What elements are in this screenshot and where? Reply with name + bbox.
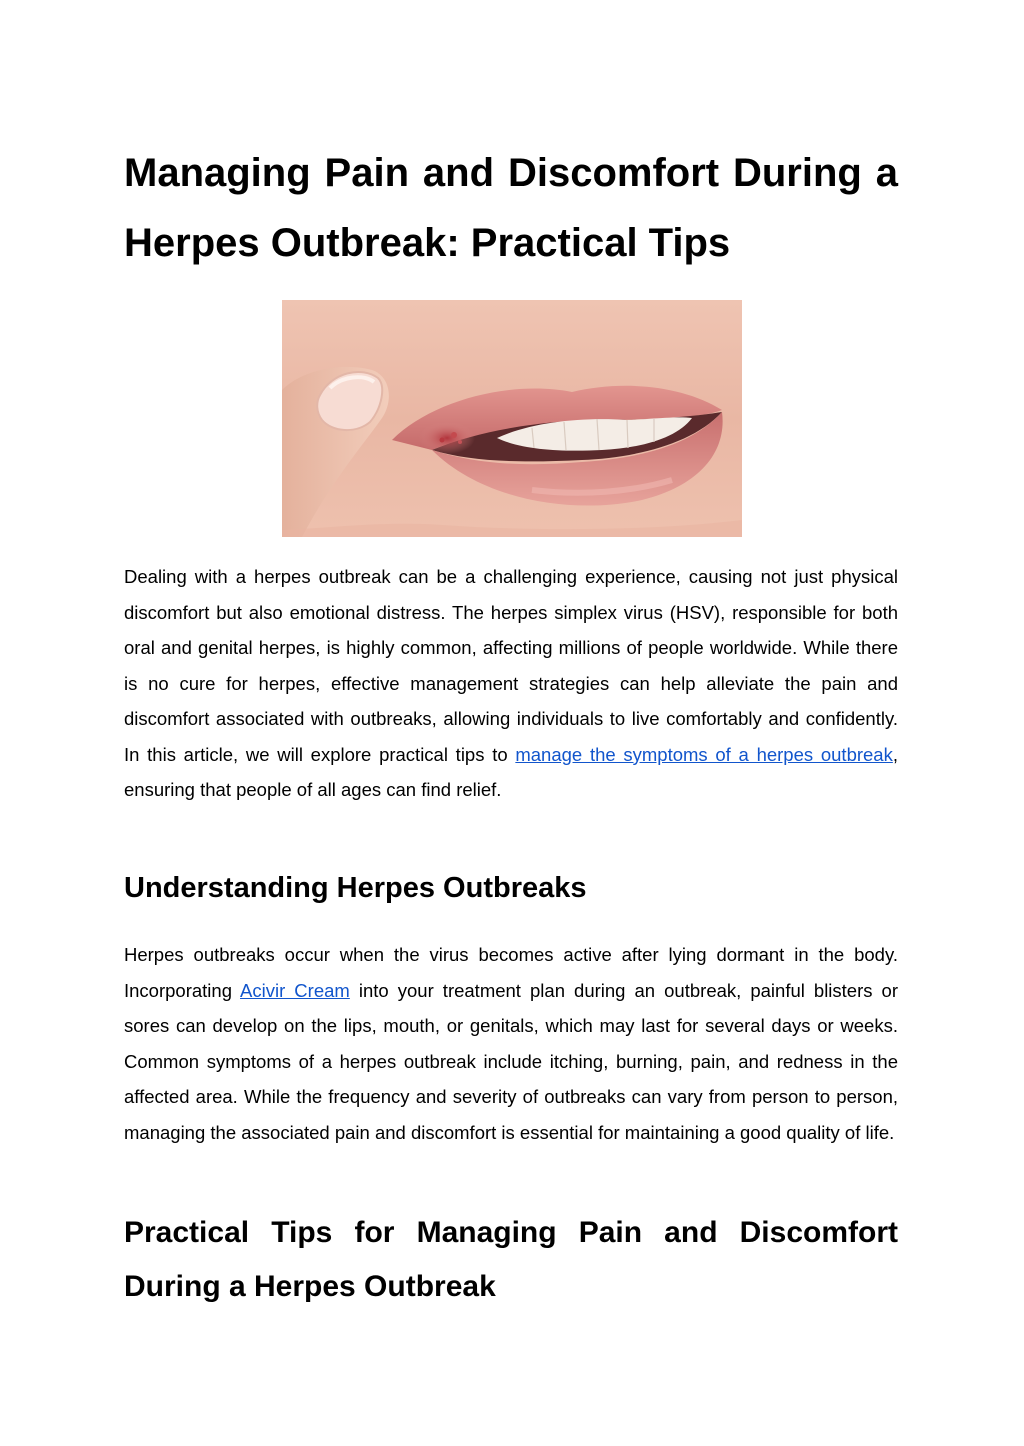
lip-photo (282, 300, 742, 537)
section-heading-understanding: Understanding Herpes Outbreaks (124, 872, 587, 904)
understanding-paragraph (124, 937, 898, 1150)
intro-text-start: Dealing with a herpes outbreak can be a challenging experience, causing not just physical discomfort but also emotional distress. The herpes simplex virus (HSV), responsible for both oral and genital herpes, is highly common, affecting millions of people worldwide. While there is no cure for herpes, effective management strategies can help alleviate the pain and discomfort associated with outbreaks, allowing individuals to live comfortably and confidently. In this article, we will explore practical tips to (124, 566, 898, 765)
understanding-text-end: into your treatment plan during an outbreak, painful blisters or sores can develop on the lips, mouth, or genitals, which may last for several days or weeks. Common symptoms of a herpes outbreak include itching, burning, pain, and redness in the affected area. While the frequency and severity of outbreaks can vary from person to person, managing the associated pain and discomfort is essential for maintaining a good quality of life. (124, 979, 899, 1143)
intro-text-end: , ensuring that people of all ages can find relief. (124, 743, 898, 800)
intro-paragraph (124, 559, 898, 808)
acivir-cream-link[interactable]: Acivir Cream (240, 979, 350, 1001)
section-heading-practical-tips: Practical Tips for Managing Pain and Discomfort During a Herpes Outbreak (124, 1216, 898, 1303)
understanding-text-start: Herpes outbreaks occur when the virus becomes active after lying dormant in the body. Incorporating (124, 944, 898, 1001)
manage-symptoms-link[interactable]: manage the symptoms of a herpes outbreak (515, 743, 893, 765)
article-title: Managing Pain and Discomfort During a Herpes Outbreak: Practical Tips (124, 151, 898, 265)
